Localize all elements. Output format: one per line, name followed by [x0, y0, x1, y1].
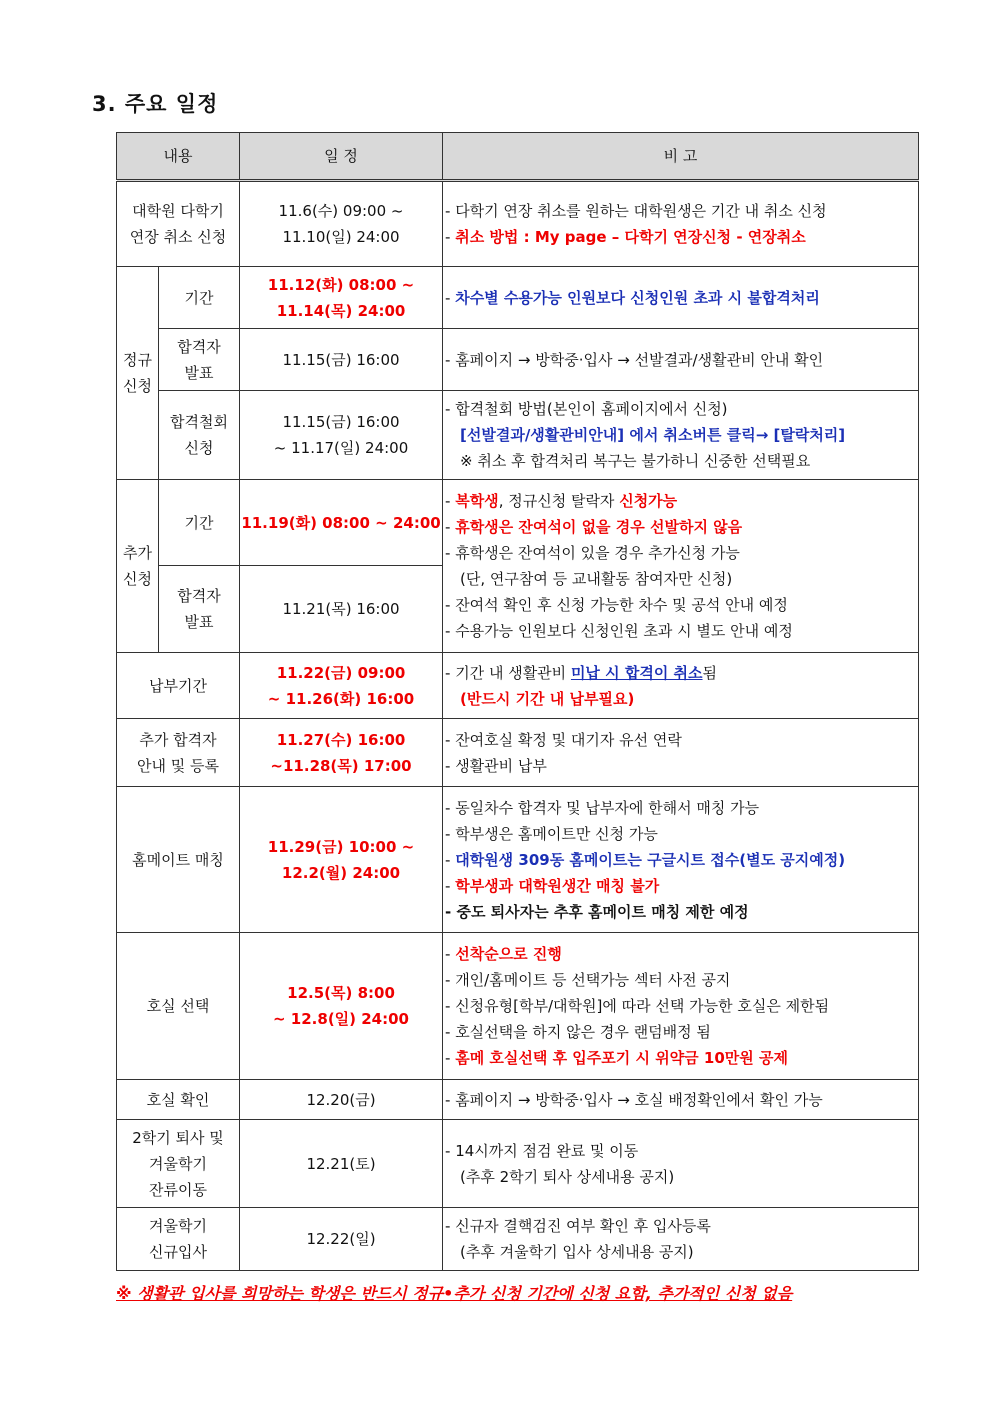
- header-schedule: 일 정: [240, 133, 443, 181]
- table-row: [117, 267, 919, 329]
- section-title: 3. 주요 일정: [92, 92, 219, 116]
- row-note: - 차수별 수용가능 인원보다 신청인원 초과 시 불합격처리: [443, 267, 919, 329]
- table-row: [117, 1120, 919, 1208]
- row-label: 합격철회 신청: [159, 391, 240, 480]
- row-schedule: 11.15(금) 16:00 ~ 11.17(일) 24:00: [240, 391, 443, 480]
- row-note: - 기간 내 생활관비 미납 시 합격이 취소됨 (반드시 기간 내 납부필요): [443, 653, 919, 719]
- table-row: [117, 391, 919, 480]
- row-label: 추가 합격자 안내 및 등록: [117, 719, 240, 787]
- row-label: 합격자 발표: [159, 329, 240, 391]
- row-label: 호실 확인: [117, 1080, 240, 1120]
- table-row: [117, 181, 919, 267]
- header-note: 비 고: [443, 133, 919, 181]
- row-schedule: 12.22(일): [240, 1208, 443, 1271]
- row-note: - 합격철회 방법(본인이 홈페이지에서 신청) [선발결과/생활관비안내] 에서 취소버튼 클릭→ [탈락처리] ※ 취소 후 합격처리 복구는 불가하니 신중한 선택필요: [443, 391, 919, 480]
- row-label: 기간: [159, 480, 240, 566]
- row-label: 대학원 다학기 연장 취소 신청: [117, 181, 240, 267]
- row-note: - 14시까지 점검 완료 및 이동 (추후 2학기 퇴사 상세내용 공지): [443, 1120, 919, 1208]
- table-row: [117, 1208, 919, 1271]
- table-row: [117, 719, 919, 787]
- row-label: 2학기 퇴사 및 겨울학기 잔류이동: [117, 1120, 240, 1208]
- row-note: - 선착순으로 진행 - 개인/홈메이트 등 선택가능 섹터 사전 공지 - 신청유형[학부/대학원]에 따라 선택 가능한 호실은 제한됨 - 호실선택을 하지 않은 경우 랜덤배정 됨 - 홈메 호실선택 후 입주포기 시 위약금 10만원 공제: [443, 933, 919, 1080]
- table-row: [117, 1080, 919, 1120]
- row-schedule: 11.21(목) 16:00: [240, 566, 443, 653]
- row-schedule: 11.29(금) 10:00 ~ 12.2(월) 24:00: [240, 787, 443, 933]
- row-label: 호실 선택: [117, 933, 240, 1080]
- row-note: - 다학기 연장 취소를 원하는 대학원생은 기간 내 취소 신청 - 취소 방법 : My page – 다학기 연장신청 - 연장취소: [443, 181, 919, 267]
- row-schedule: 11.27(수) 16:00 ~11.28(목) 17:00: [240, 719, 443, 787]
- row-note: - 잔여호실 확정 및 대기자 유선 연락 - 생활관비 납부: [443, 719, 919, 787]
- row-schedule: 11.19(화) 08:00 ~ 24:00: [240, 480, 443, 566]
- row-label: 합격자 발표: [159, 566, 240, 653]
- row-note: - 동일차수 합격자 및 납부자에 한해서 매칭 가능 - 학부생은 홈메이트만 신청 가능 - 대학원생 309동 홈메이트는 구글시트 접수(별도 공지예정) - 학부생과 대학원생간 매칭 불가 - 중도 퇴사자는 추후 홈메이트 매칭 제한 예정: [443, 787, 919, 933]
- footnote: ※ 생활관 입사를 희망하는 학생은 반드시 정규•추가 신청 기간에 신청 요함, 추가적인 신청 없음: [116, 1284, 793, 1303]
- row-note: - 홈페이지 → 방학중·입사 → 호실 배정확인에서 확인 가능: [443, 1080, 919, 1120]
- group-label-additional: 추가 신청: [117, 480, 159, 653]
- group-label-regular: 정규 신청: [117, 267, 159, 480]
- table-row: [117, 329, 919, 391]
- row-note: - 복학생, 정규신청 탈락자 신청가능 - 휴학생은 잔여석이 없을 경우 선발하지 않음 - 휴학생은 잔여석이 있을 경우 추가신청 가능 (단, 연구참여 등 교내활동 참여자만 신청) - 잔여석 확인 후 신청 가능한 차수 및 공석 안내 예정 - 수용가능 인원보다 신청인원 초과 시 별도 안내 예정: [443, 480, 919, 653]
- row-note: - 홈페이지 → 방학중·입사 → 선발결과/생활관비 안내 확인: [443, 329, 919, 391]
- row-label: 홈메이트 매칭: [117, 787, 240, 933]
- schedule-table: [116, 132, 919, 1271]
- row-note: - 신규자 결핵검진 여부 확인 후 입사등록 (추후 겨울학기 입사 상세내용 공지): [443, 1208, 919, 1271]
- row-label: 겨울학기 신규입사: [117, 1208, 240, 1271]
- row-schedule: 11.12(화) 08:00 ~ 11.14(목) 24:00: [240, 267, 443, 329]
- row-label: 기간: [159, 267, 240, 329]
- row-schedule: 12.21(토): [240, 1120, 443, 1208]
- row-schedule: 11.6(수) 09:00 ~ 11.10(일) 24:00: [240, 181, 443, 267]
- row-label: 납부기간: [117, 653, 240, 719]
- table-header-row: [117, 133, 919, 181]
- header-content: 내용: [117, 133, 240, 181]
- row-schedule: 12.20(금): [240, 1080, 443, 1120]
- row-schedule: 11.22(금) 09:00 ~ 11.26(화) 16:00: [240, 653, 443, 719]
- row-schedule: 12.5(목) 8:00 ~ 12.8(일) 24:00: [240, 933, 443, 1080]
- table-row: [117, 933, 919, 1080]
- table-row: [117, 653, 919, 719]
- row-schedule: 11.15(금) 16:00: [240, 329, 443, 391]
- table-row: [117, 480, 919, 566]
- table-row: [117, 787, 919, 933]
